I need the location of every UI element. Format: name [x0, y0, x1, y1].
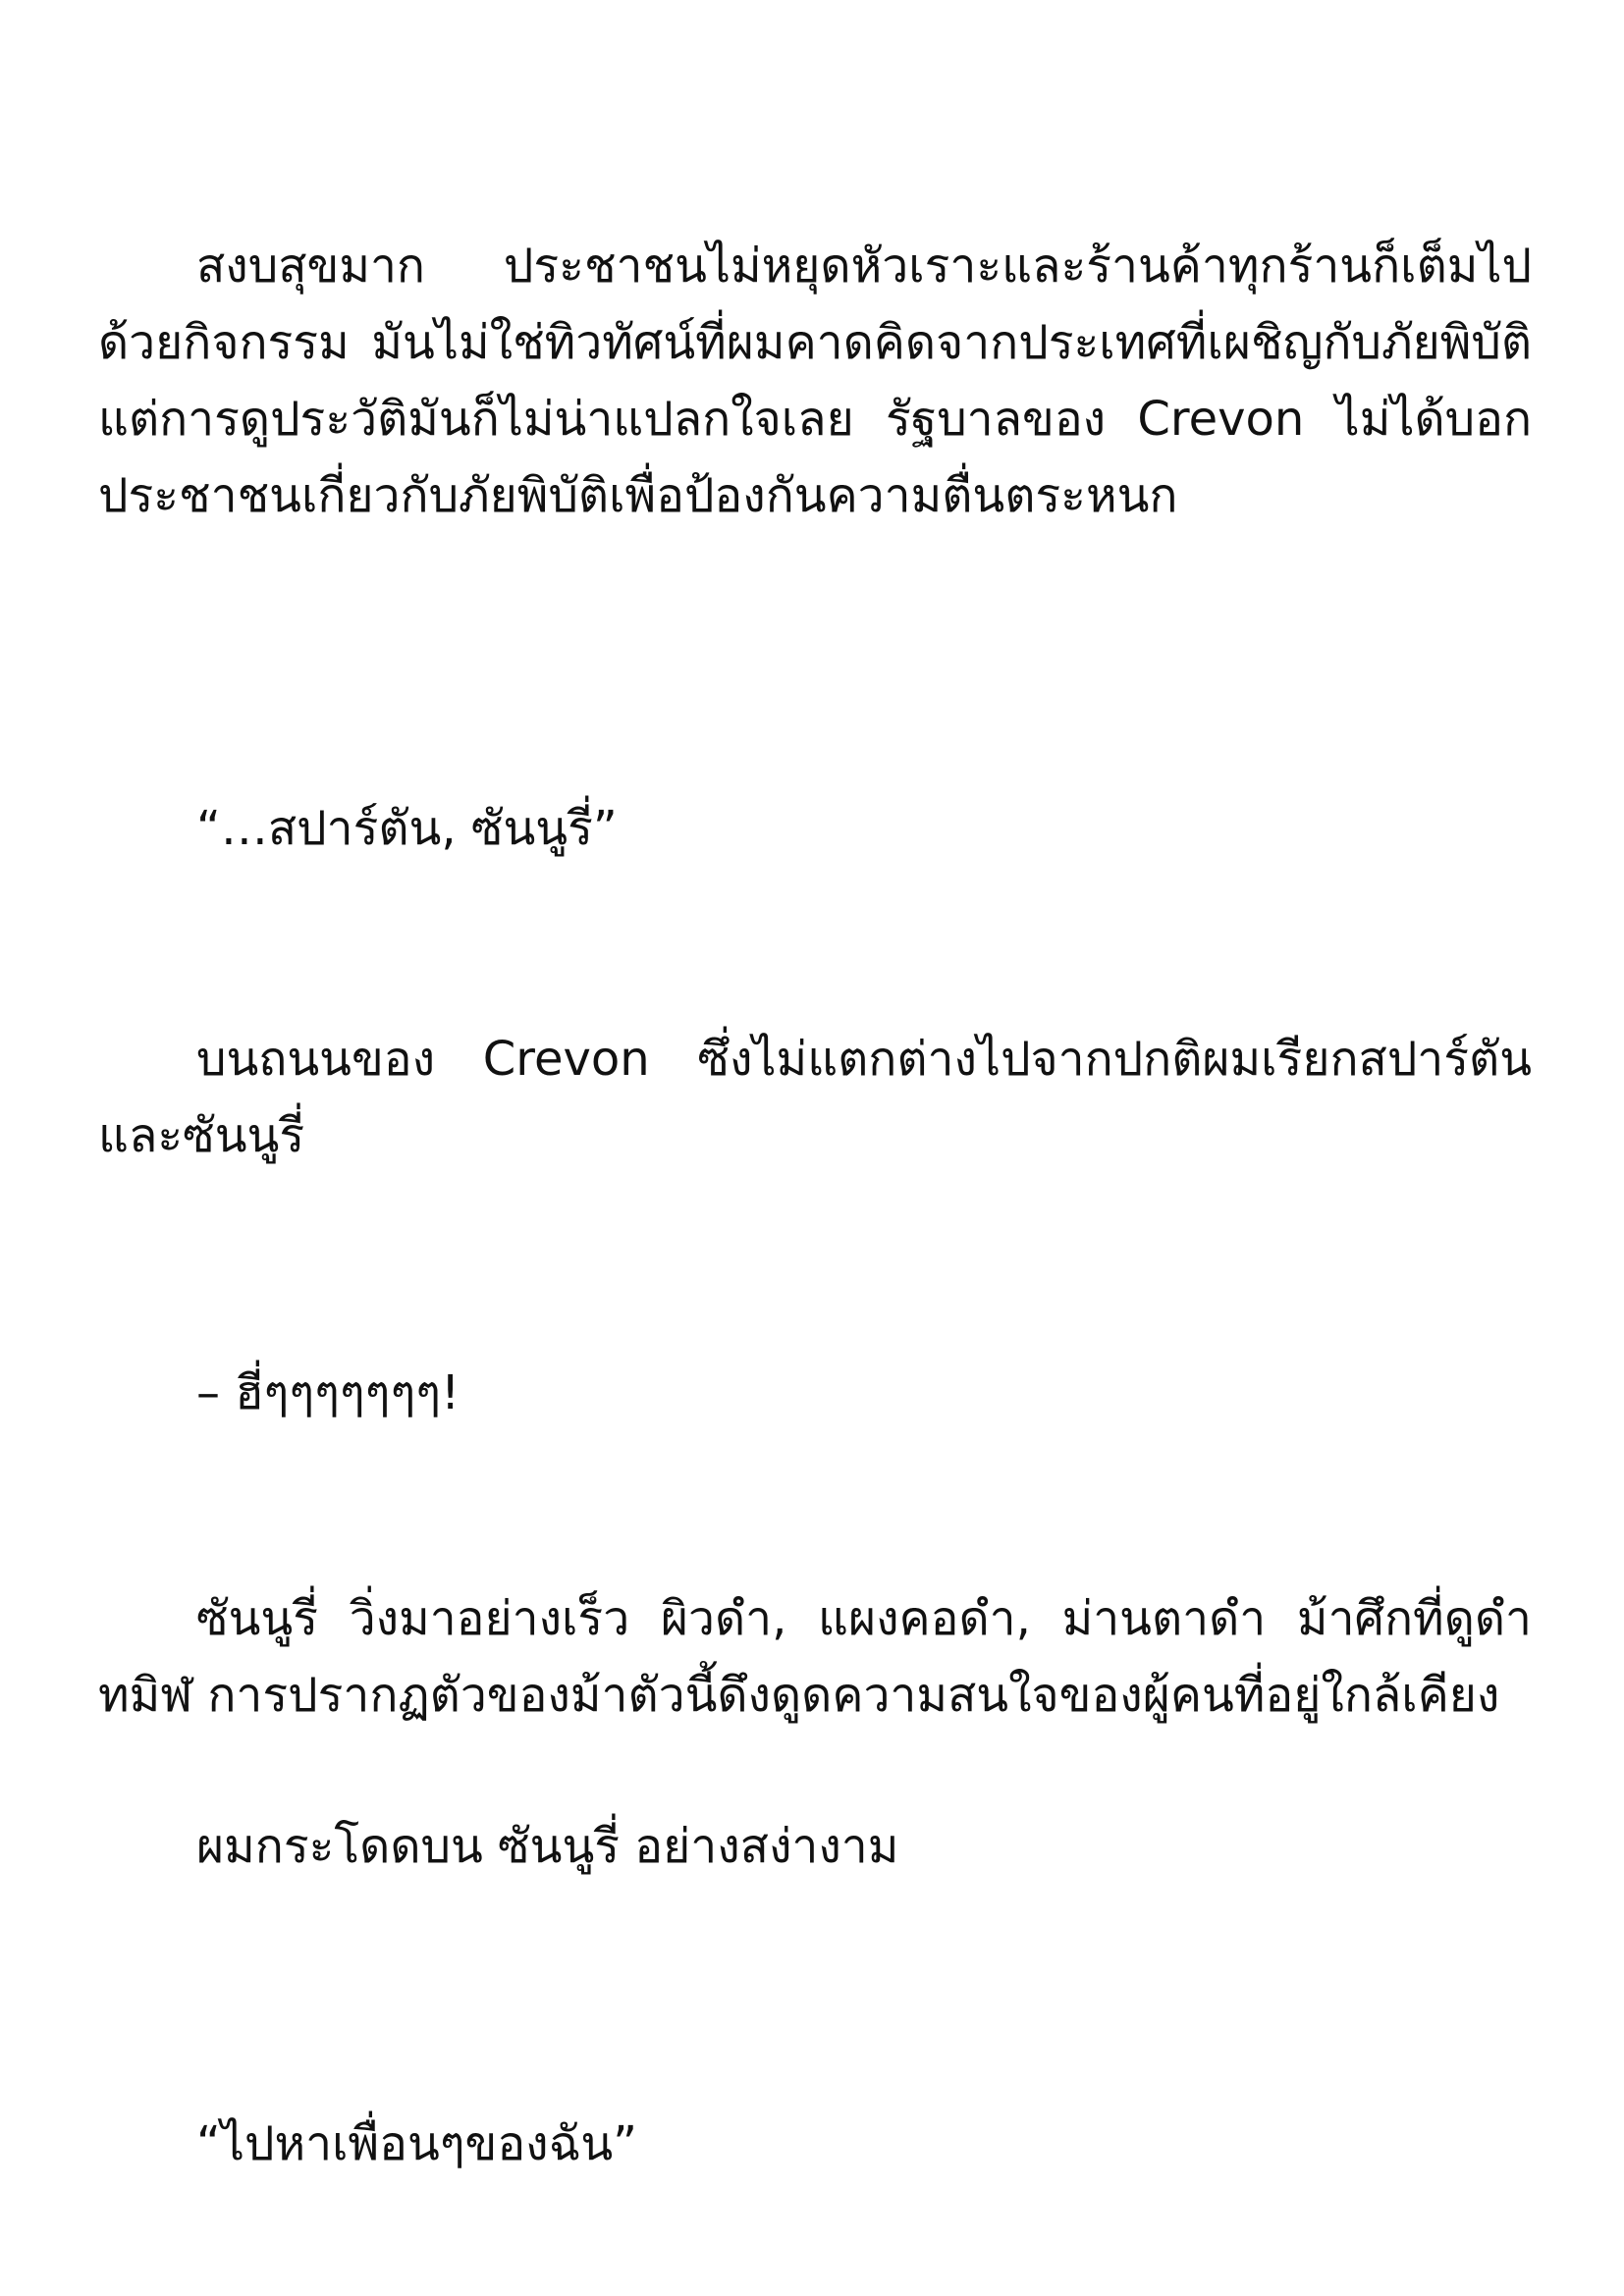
dialogue-find-friends: “ไปหาเพื่อนๆของฉัน”: [196, 2116, 637, 2171]
paragraph-street-call: บนถนนของ Crevon ซึ่งไม่แตกต่างไปจากปกติผมเรียกสปาร์ตันและซันนูรี่: [98, 1032, 1532, 1163]
paragraph-peaceful-city: สงบสุขมาก ประชาชนไม่หยุดหัวเราะและร้านค้าทุกร้านก็เต็มไปด้วยกิจกรรม มันไม่ใช่ทิวทัศน์ที่ผมคาดคิดจากประเทศที่เผชิญกับภัยพิบัติ แต่การดูประวัติมันก็ไม่น่าแปลกใจเลย รัฐบาลของ Crevon ไม่ได้บอกประชาชนเกี่ยวกับภัยพิบัติเพื่อป้องกันความตื่นตระหนก: [98, 239, 1532, 523]
paragraph-mount-horse: ผมกระโดดบน ซันนูรี่ อย่างสง่างาม: [196, 1819, 899, 1874]
dialogue-calling-horses: “…สปาร์ตัน, ซันนูรี่”: [196, 801, 618, 856]
sound-horse-neigh: – ฮี่ๆๆๆๆๆๆๆ!: [196, 1365, 460, 1420]
paragraph-black-horse: ซันนูรี่ วิ่งมาอย่างเร็ว ผิวดำ, แผงคอดำ, ม่านตาดำ ม้าศึกที่ดูดำทมิฬ การปรากฏตัวของม้าตัวนี้ดึงดูดความสนใจของผู้คนที่อยู่ใกล้เคียง: [98, 1591, 1532, 1723]
